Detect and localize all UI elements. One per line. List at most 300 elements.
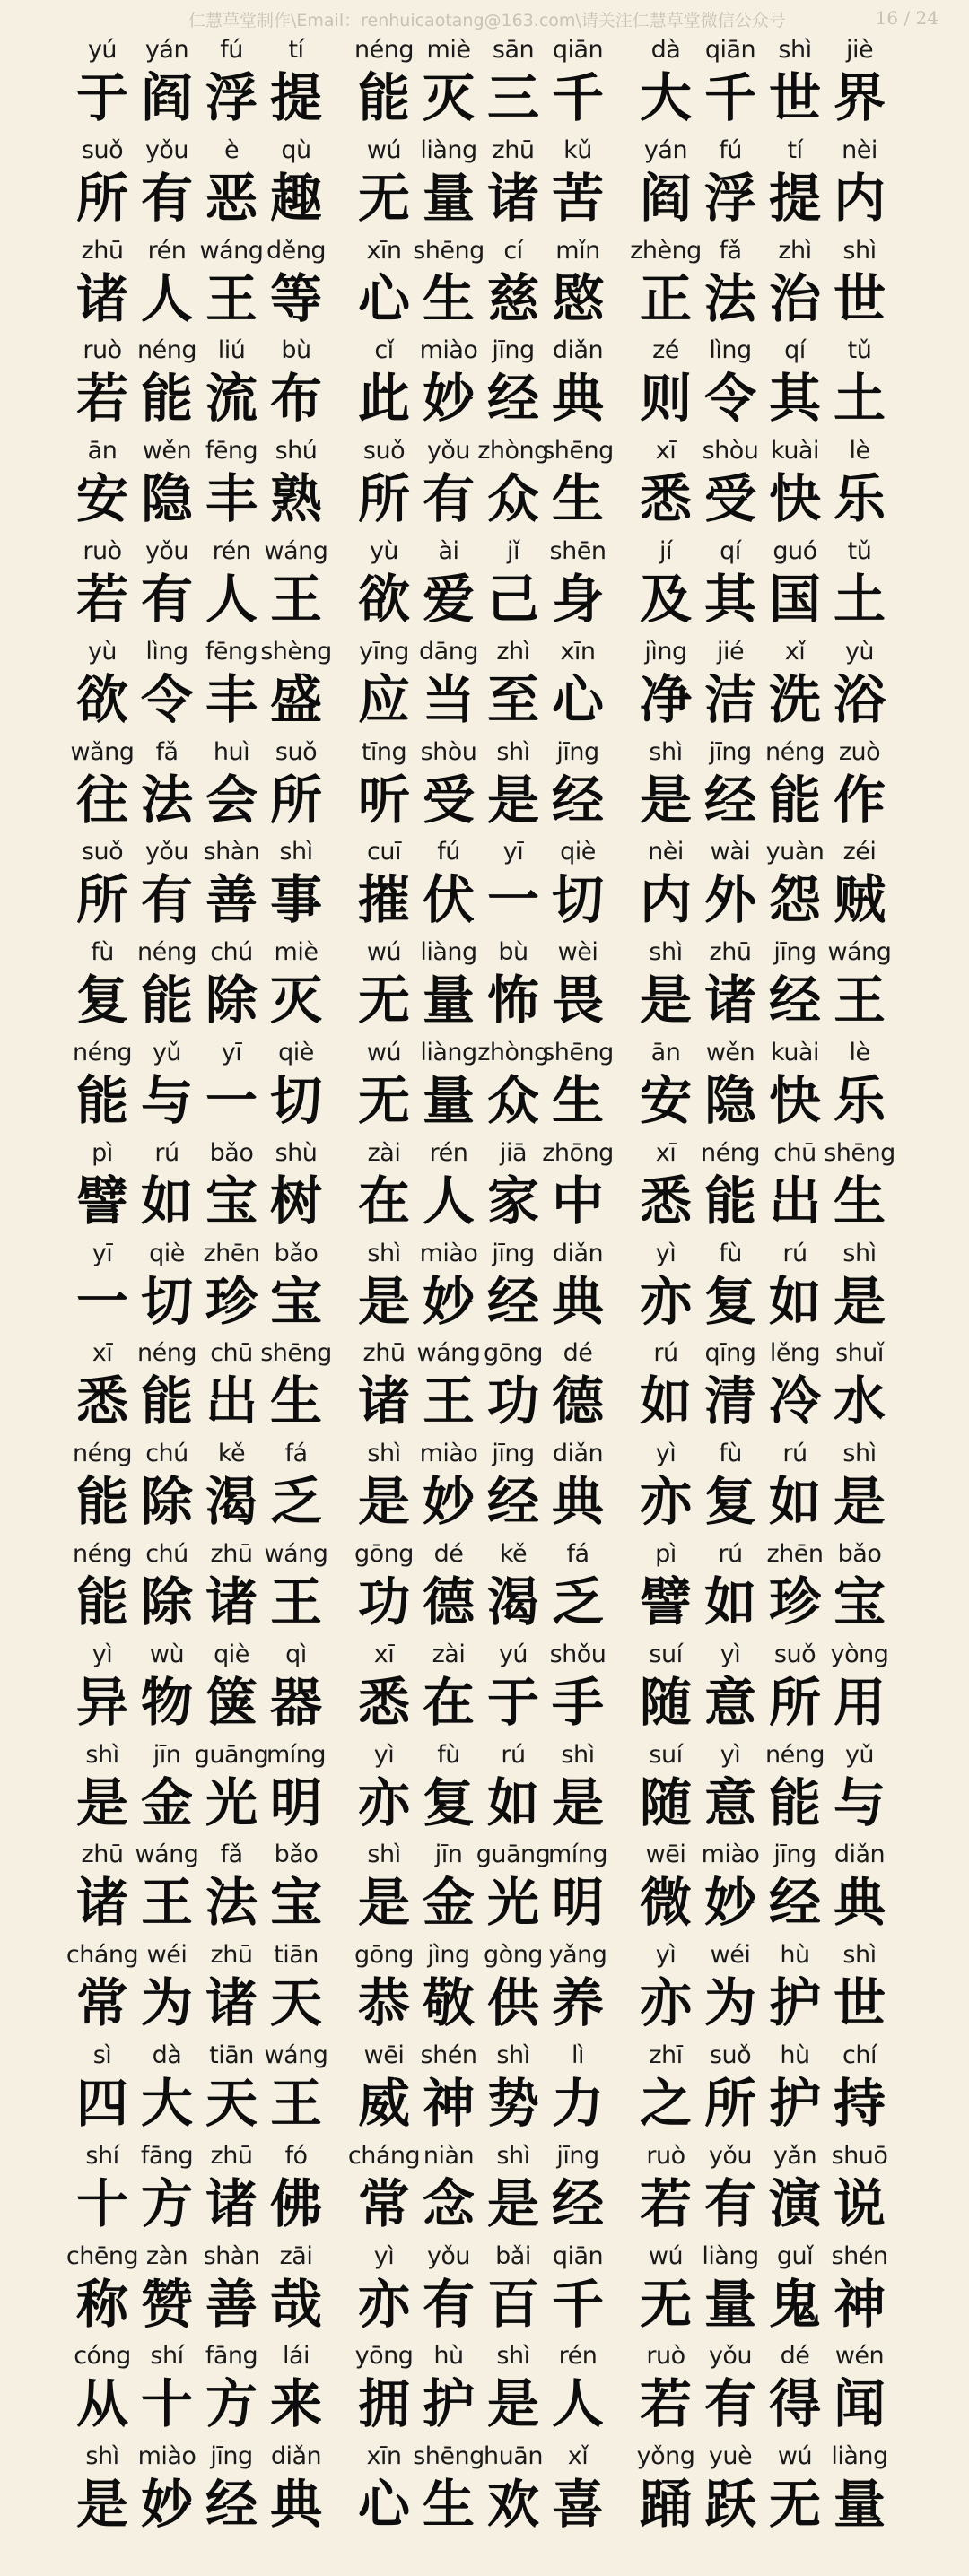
pinyin-label: jǐ — [506, 536, 519, 565]
hanzi-character: 为 — [703, 1972, 756, 2034]
character-cell — [827, 1637, 892, 1737]
character-cell — [546, 1737, 610, 1838]
hanzi-character: 如 — [486, 1771, 539, 1833]
pinyin-label: bù — [281, 336, 311, 365]
pinyin-label: wēi — [645, 1841, 686, 1869]
character-cell — [763, 735, 827, 835]
character-cell — [352, 133, 416, 233]
hanzi-character: 伏 — [422, 869, 475, 931]
pinyin-label: suǒ — [362, 437, 406, 466]
pinyin-label: suí — [649, 1640, 683, 1668]
verse-phrase — [352, 1436, 612, 1536]
hanzi-character: 复 — [703, 1471, 756, 1533]
character-cell — [698, 1937, 763, 2038]
hanzi-character: 妙 — [703, 1872, 756, 1934]
character-cell — [352, 834, 416, 935]
hanzi-character: 是 — [639, 970, 692, 1031]
character-cell — [763, 834, 827, 935]
hanzi-character: 典 — [551, 1471, 604, 1533]
character-cell — [199, 2038, 264, 2138]
character-cell — [698, 1737, 763, 1838]
pinyin-label: gōng — [484, 1339, 543, 1368]
pinyin-label: yì — [655, 1941, 677, 1970]
hanzi-character: 有 — [703, 2373, 756, 2435]
hanzi-character: 复 — [422, 1771, 475, 1833]
pinyin-label: yuàn — [765, 838, 825, 866]
hanzi-character: 提 — [269, 67, 322, 128]
hanzi-character: 随 — [639, 1671, 692, 1733]
pinyin-label: liàng — [420, 938, 477, 967]
character-cell — [416, 1236, 481, 1336]
pinyin-label: wáng — [416, 1339, 481, 1368]
verse-phrase — [633, 1436, 894, 1536]
character-cell — [416, 1737, 481, 1838]
hanzi-character: 世 — [768, 67, 821, 128]
character-cell — [199, 1637, 264, 1737]
hanzi-character: 爱 — [422, 568, 475, 630]
hanzi-character: 千 — [703, 67, 756, 128]
pinyin-label: jīng — [773, 938, 816, 967]
character-cell — [763, 1336, 827, 1436]
character-cell — [70, 2439, 135, 2539]
pinyin-label: zhū — [210, 2141, 253, 2170]
character-cell — [476, 1837, 551, 1937]
verse-line — [0, 1136, 969, 1236]
pinyin-label: fēng — [205, 437, 258, 466]
pinyin-label: lè — [849, 1038, 870, 1066]
hanzi-character: 若 — [75, 368, 128, 430]
hanzi-character: 生 — [422, 267, 475, 329]
hanzi-character: 快 — [768, 468, 821, 530]
character-cell — [481, 834, 546, 935]
character-cell — [698, 2439, 763, 2539]
hanzi-character: 人 — [422, 1170, 475, 1231]
pinyin-label: lìng — [709, 336, 752, 365]
character-cell — [352, 1536, 416, 1637]
character-cell — [763, 1737, 827, 1838]
pinyin-label: pì — [655, 1539, 677, 1568]
hanzi-character: 是 — [639, 769, 692, 831]
character-cell — [827, 1336, 892, 1436]
pinyin-label: chú — [145, 1539, 188, 1568]
hanzi-character: 物 — [140, 1671, 193, 1733]
pinyin-label: ruò — [83, 336, 122, 365]
hanzi-character: 量 — [833, 2474, 886, 2536]
verse-phrase — [633, 834, 894, 935]
hanzi-character: 切 — [269, 1069, 322, 1131]
character-cell — [763, 2239, 827, 2339]
hanzi-character: 令 — [703, 368, 756, 430]
character-cell — [481, 1236, 546, 1336]
hanzi-character: 世 — [833, 267, 886, 329]
pinyin-label: shì — [842, 1941, 877, 1970]
pinyin-label: yī — [92, 1239, 113, 1267]
character-cell — [546, 1937, 610, 2038]
verse-line — [0, 534, 969, 634]
character-cell — [199, 2239, 264, 2339]
character-cell — [481, 935, 546, 1035]
pinyin-label: shì — [842, 1239, 877, 1267]
verse-phrase — [70, 2138, 330, 2239]
hanzi-character: 亦 — [639, 1270, 692, 1332]
hanzi-character: 经 — [486, 1270, 539, 1332]
pinyin-label: suǒ — [709, 2041, 752, 2069]
pinyin-label: shén — [420, 2041, 477, 2069]
hanzi-character: 熟 — [269, 468, 322, 530]
verse-phrase — [633, 2239, 894, 2339]
character-cell — [481, 2138, 546, 2239]
hanzi-character: 洁 — [703, 668, 756, 730]
hanzi-character: 生 — [551, 1069, 604, 1131]
hanzi-character: 往 — [75, 769, 128, 831]
hanzi-character: 与 — [140, 1069, 193, 1131]
hanzi-character: 方 — [205, 2373, 258, 2435]
character-cell — [416, 634, 481, 735]
character-cell — [633, 935, 698, 1035]
verse-phrase — [633, 2138, 894, 2239]
verse-phrase — [70, 433, 330, 534]
hanzi-character: 法 — [703, 267, 756, 329]
character-cell — [70, 1336, 135, 1436]
verse-phrase — [633, 1336, 894, 1436]
hanzi-character: 十 — [140, 2373, 193, 2435]
verse-phrase — [352, 333, 612, 433]
pinyin-label: zhì — [496, 637, 530, 666]
hanzi-character: 生 — [422, 2474, 475, 2536]
hanzi-character: 经 — [768, 1872, 821, 1934]
hanzi-character: 治 — [768, 267, 821, 329]
pinyin-label: néng — [354, 36, 414, 64]
pinyin-label: è — [223, 135, 240, 164]
verse-phrase — [352, 1136, 612, 1236]
pinyin-label: yǎng — [548, 1941, 607, 1970]
character-cell — [264, 1637, 328, 1737]
verse-phrase — [352, 2239, 612, 2339]
character-cell — [546, 935, 610, 1035]
verse-phrase — [352, 1837, 612, 1937]
pinyin-label: rú — [782, 1440, 808, 1468]
character-cell — [827, 1436, 892, 1536]
verse-phrase — [633, 935, 894, 1035]
character-cell — [352, 2338, 416, 2439]
character-cell — [763, 1136, 827, 1236]
pinyin-label: qiè — [149, 1239, 185, 1267]
character-cell — [633, 2239, 698, 2339]
pinyin-label: yú — [498, 1640, 528, 1668]
pinyin-label: jīn — [434, 1841, 463, 1869]
character-cell — [827, 1937, 892, 2038]
pinyin-label: zài — [367, 1138, 401, 1167]
verse-phrase — [352, 735, 612, 835]
character-cell — [633, 1837, 698, 1937]
character-cell — [481, 1737, 546, 1838]
hanzi-character: 听 — [357, 769, 410, 831]
hanzi-character: 宝 — [833, 1571, 886, 1632]
hanzi-character: 浮 — [205, 67, 258, 128]
character-cell — [135, 534, 199, 634]
character-cell — [70, 634, 135, 735]
verse-line — [0, 32, 969, 133]
character-cell — [481, 2239, 546, 2339]
pinyin-label: ān — [650, 1038, 681, 1066]
character-cell — [199, 433, 264, 534]
hanzi-character: 闻 — [833, 2373, 886, 2435]
hanzi-character: 内 — [833, 167, 886, 229]
character-cell — [827, 133, 892, 233]
verse-phrase — [70, 1136, 330, 1236]
character-cell — [633, 1536, 698, 1637]
verse-line — [0, 2038, 969, 2138]
pinyin-label: zhū — [81, 1841, 124, 1869]
character-cell — [633, 1035, 698, 1136]
hanzi-character: 灭 — [422, 67, 475, 128]
page-number: 16 / 24 — [875, 7, 938, 29]
hanzi-character: 供 — [486, 1972, 539, 2034]
hanzi-character: 称 — [75, 2273, 128, 2335]
pinyin-label: shēn — [549, 536, 607, 565]
character-cell — [477, 433, 549, 534]
pinyin-label: jí — [659, 536, 672, 565]
pinyin-label: suí — [649, 1740, 683, 1769]
character-cell — [264, 2138, 328, 2239]
pinyin-label: suǒ — [773, 1640, 816, 1668]
character-cell — [763, 634, 827, 735]
character-cell — [135, 1536, 199, 1637]
pinyin-label: yán — [144, 36, 189, 64]
verse-phrase — [70, 834, 330, 935]
pinyin-label: yán — [643, 135, 688, 164]
character-cell — [633, 735, 698, 835]
pinyin-label: tǔ — [847, 536, 872, 565]
verse-phrase — [352, 1336, 612, 1436]
hanzi-character: 明 — [269, 1771, 322, 1833]
hanzi-character: 妙 — [140, 2474, 193, 2536]
pinyin-label: chí — [842, 2041, 877, 2069]
pinyin-label: jīng — [492, 1440, 535, 1468]
hanzi-character: 经 — [768, 970, 821, 1031]
character-cell — [827, 32, 892, 133]
hanzi-character: 除 — [140, 1471, 193, 1533]
character-cell — [135, 333, 199, 433]
hanzi-character: 鬼 — [768, 2273, 821, 2335]
hanzi-character: 有 — [422, 468, 475, 530]
verse-line — [0, 2439, 969, 2539]
hanzi-character: 生 — [833, 1170, 886, 1231]
pinyin-label: jīng — [773, 1841, 816, 1869]
hanzi-character: 及 — [639, 568, 692, 630]
pinyin-label: yǔ — [152, 1038, 182, 1066]
character-cell — [135, 233, 199, 334]
character-cell — [481, 1436, 546, 1536]
hanzi-character: 佛 — [269, 2172, 322, 2234]
character-cell — [481, 233, 546, 334]
pinyin-label: shì — [367, 1440, 401, 1468]
character-cell — [481, 2439, 546, 2539]
hanzi-character: 布 — [269, 368, 322, 430]
hanzi-character: 灭 — [269, 970, 322, 1031]
hanzi-character: 浴 — [833, 668, 886, 730]
pinyin-label: bǎo — [274, 1239, 319, 1267]
pinyin-label: wáng — [264, 536, 328, 565]
verse-phrase — [70, 1837, 330, 1937]
verse-phrase — [70, 1336, 330, 1436]
character-cell — [827, 634, 892, 735]
character-cell — [633, 32, 698, 133]
pinyin-label: fēng — [205, 637, 258, 666]
hanzi-character: 四 — [75, 2072, 128, 2134]
character-cell — [199, 1236, 264, 1336]
verse-phrase — [70, 1536, 330, 1637]
hanzi-character: 能 — [703, 1170, 756, 1231]
character-cell — [352, 32, 416, 133]
pinyin-label: guǐ — [776, 2241, 814, 2270]
pinyin-label: néng — [137, 336, 196, 365]
pinyin-label: xī — [655, 437, 677, 466]
character-cell — [416, 333, 481, 433]
hanzi-character: 喜 — [551, 2474, 604, 2536]
character-cell — [481, 32, 546, 133]
pinyin-label: ruò — [646, 2141, 685, 2170]
character-cell — [546, 834, 610, 935]
character-cell — [416, 1637, 481, 1737]
character-cell — [698, 1336, 763, 1436]
pinyin-label: shì — [496, 2342, 530, 2371]
hanzi-character: 是 — [75, 2474, 128, 2536]
character-cell — [70, 1637, 135, 1737]
verse-line — [0, 1336, 969, 1436]
character-cell — [264, 1536, 328, 1637]
pinyin-label: zhōng — [542, 1138, 614, 1167]
hanzi-character: 作 — [833, 769, 886, 831]
character-cell — [824, 1136, 895, 1236]
character-cell — [763, 1937, 827, 2038]
character-cell — [763, 2338, 827, 2439]
pinyin-label: qiè — [560, 838, 596, 866]
character-cell — [199, 935, 264, 1035]
character-cell — [352, 1937, 416, 2038]
hanzi-character: 正 — [639, 267, 692, 329]
pinyin-label: wéi — [710, 1941, 751, 1970]
pinyin-label: diǎn — [552, 1239, 604, 1267]
pinyin-label: zé — [652, 336, 679, 365]
pinyin-label: jīng — [556, 2141, 599, 2170]
pinyin-label: suǒ — [275, 737, 318, 766]
character-cell — [416, 1837, 481, 1937]
pinyin-label: rú — [782, 1239, 808, 1267]
pinyin-label: yì — [655, 1239, 677, 1267]
character-cell — [481, 333, 546, 433]
verse-phrase — [352, 2038, 612, 2138]
character-cell — [416, 534, 481, 634]
hanzi-character: 贼 — [833, 869, 886, 931]
verse-phrase — [70, 333, 330, 433]
hanzi-character: 于 — [486, 1671, 539, 1733]
hanzi-character: 阎 — [140, 67, 193, 128]
character-cell — [416, 735, 481, 835]
verse-phrase — [352, 2338, 612, 2439]
hanzi-character: 若 — [75, 568, 128, 630]
hanzi-character: 敬 — [422, 1972, 475, 2034]
hanzi-character: 诸 — [75, 267, 128, 329]
pinyin-label: děng — [266, 236, 326, 265]
verse-line — [0, 433, 969, 534]
pinyin-label: gōng — [354, 1941, 414, 1970]
hanzi-character: 能 — [768, 769, 821, 831]
character-cell — [70, 2138, 135, 2239]
hanzi-character: 恶 — [205, 167, 258, 229]
pinyin-label: pì — [92, 1138, 113, 1167]
character-cell — [70, 1737, 135, 1838]
hanzi-character: 丰 — [205, 668, 258, 730]
hanzi-character: 是 — [833, 1270, 886, 1332]
pinyin-label: yù — [844, 637, 875, 666]
hanzi-character: 一 — [486, 869, 539, 931]
hanzi-character: 能 — [75, 1471, 128, 1533]
pinyin-label: ài — [438, 536, 459, 565]
pinyin-label: shǒu — [549, 1640, 607, 1668]
pinyin-label: cháng — [347, 2141, 421, 2170]
hanzi-character: 如 — [639, 1371, 692, 1432]
character-cell — [633, 2439, 698, 2539]
hanzi-character: 宝 — [269, 1872, 322, 1934]
hanzi-character: 王 — [205, 267, 258, 329]
hanzi-character: 乏 — [551, 1571, 604, 1632]
pinyin-label: dāng — [419, 637, 478, 666]
character-cell — [827, 2239, 892, 2339]
pinyin-label: qiān — [552, 36, 604, 64]
hanzi-character: 在 — [422, 1671, 475, 1733]
pinyin-label: shì — [367, 1841, 401, 1869]
pinyin-label: qiān — [704, 36, 756, 64]
character-cell — [763, 1536, 827, 1637]
pinyin-label: jīn — [153, 1740, 181, 1769]
character-cell — [70, 2038, 135, 2138]
pinyin-label: qiè — [214, 1640, 249, 1668]
character-cell — [199, 1035, 264, 1136]
pinyin-label: kě — [217, 1440, 246, 1468]
pinyin-label: yù — [369, 536, 399, 565]
hanzi-character: 千 — [551, 67, 604, 128]
character-cell — [763, 1035, 827, 1136]
hanzi-character: 德 — [422, 1571, 475, 1632]
pinyin-label: miè — [426, 36, 471, 64]
pinyin-label: guāng — [194, 1740, 269, 1769]
character-cell — [633, 634, 698, 735]
hanzi-character: 无 — [357, 1069, 410, 1131]
hanzi-character: 量 — [422, 970, 475, 1031]
character-cell — [135, 1336, 199, 1436]
pinyin-label: liàng — [831, 2442, 888, 2471]
hanzi-character: 其 — [768, 368, 821, 430]
character-cell — [546, 2439, 610, 2539]
character-cell — [763, 333, 827, 433]
character-cell — [698, 1637, 763, 1737]
pinyin-label: jīng — [210, 2442, 253, 2471]
character-cell — [763, 133, 827, 233]
pinyin-label: qí — [784, 336, 806, 365]
hanzi-character: 威 — [357, 2072, 410, 2134]
pinyin-label: huì — [213, 737, 250, 766]
pinyin-label: yì — [655, 1440, 677, 1468]
pinyin-label: shì — [778, 36, 812, 64]
pinyin-label: wú — [648, 2241, 684, 2270]
character-cell — [70, 433, 135, 534]
pinyin-label: rú — [501, 1740, 526, 1769]
pinyin-label: yǔ — [844, 1740, 875, 1769]
hanzi-character: 则 — [639, 368, 692, 430]
character-cell — [546, 333, 610, 433]
pinyin-label: yuè — [708, 2442, 753, 2471]
